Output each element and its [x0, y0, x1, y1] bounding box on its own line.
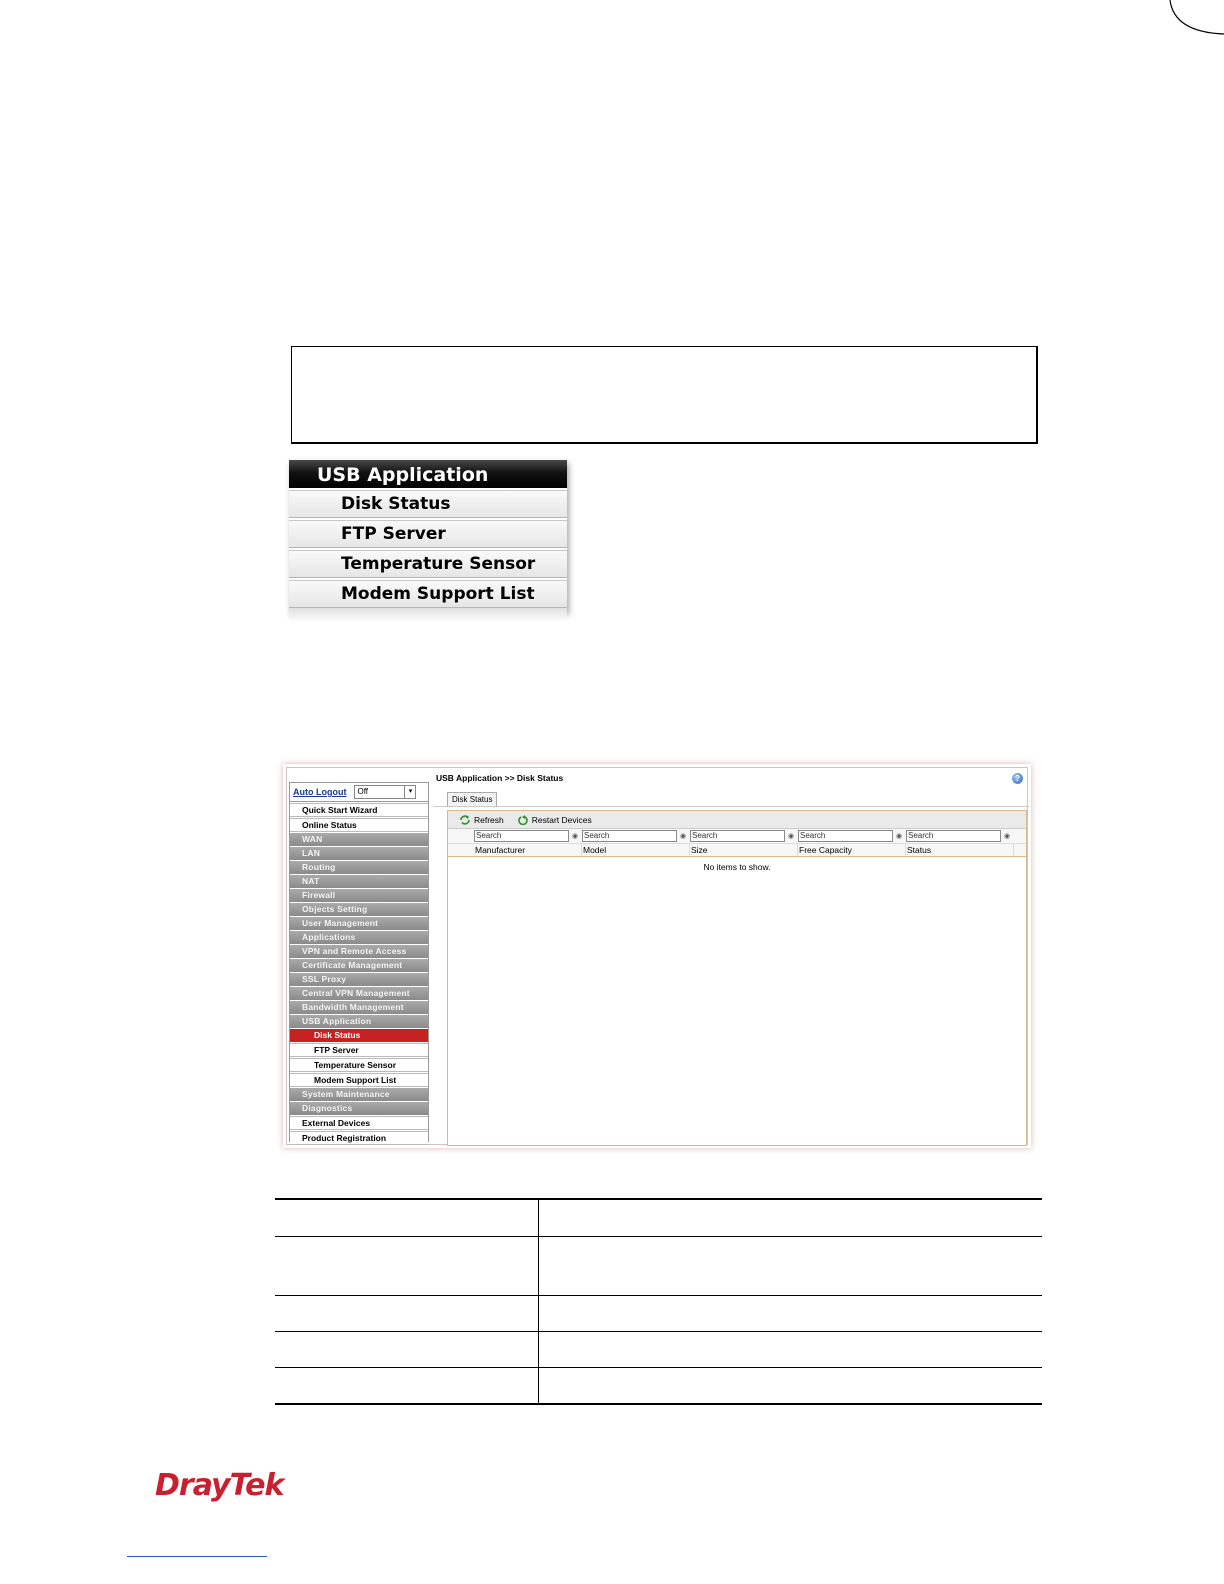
- sidebar-item-modem-support-list[interactable]: Modem Support List: [290, 1073, 428, 1087]
- search-cell-size: [690, 829, 798, 843]
- help-icon[interactable]: ?: [1012, 773, 1023, 784]
- refresh-button[interactable]: [460, 815, 504, 825]
- restart-icon: [518, 815, 528, 825]
- sidebar-item-firewall[interactable]: Firewall: [290, 889, 428, 902]
- sidebar-item-temperature-sensor[interactable]: Temperature Sensor: [290, 1058, 428, 1072]
- sidebar-item-user-management[interactable]: User Management: [290, 917, 428, 930]
- search-row: [448, 829, 1026, 844]
- disk-status-panel: [447, 810, 1027, 1146]
- search-cell-free-capacity: [798, 829, 906, 843]
- table-row: [275, 1236, 1042, 1295]
- filter-icon[interactable]: ◉: [679, 833, 687, 840]
- search-input-manufacturer[interactable]: Search: [474, 830, 569, 842]
- sidebar-item-quick-start-wizard[interactable]: Quick Start Wizard: [290, 803, 428, 817]
- screenshot-frame: [286, 767, 1028, 1145]
- tab-bar: [433, 786, 1029, 807]
- sidebar-item-nat[interactable]: NAT: [290, 875, 428, 888]
- sidebar-item-disk-status[interactable]: Disk Status: [290, 1029, 428, 1042]
- search-input-size[interactable]: Search: [690, 830, 785, 842]
- sidebar-item-system-maintenance[interactable]: System Maintenance: [290, 1088, 428, 1101]
- sidebar-item-certificate-management[interactable]: Certificate Management: [290, 959, 428, 972]
- column-header-status[interactable]: Status: [906, 844, 1014, 856]
- sidebar-item-central-vpn-management[interactable]: Central VPN Management: [290, 987, 428, 1000]
- sidebar-item-product-registration[interactable]: Product Registration: [290, 1131, 428, 1145]
- sidebar-item-bandwidth-management[interactable]: Bandwidth Management: [290, 1001, 428, 1014]
- column-header-size[interactable]: Size: [690, 844, 798, 856]
- usb-menu-title: USB Application: [289, 460, 567, 488]
- toolbar: [448, 811, 1026, 829]
- table-cell: [275, 1199, 539, 1236]
- sidebar-item-objects-setting[interactable]: Objects Setting: [290, 903, 428, 916]
- usb-menu-item-disk-status[interactable]: Disk Status: [289, 490, 567, 518]
- search-cell-status: [906, 829, 1014, 843]
- usb-menu-item-ftp-server[interactable]: FTP Server: [289, 520, 567, 548]
- sidebar-item-online-status[interactable]: Online Status: [290, 818, 428, 832]
- table-cell: [539, 1367, 1043, 1404]
- auto-logout-value: Off: [357, 787, 369, 796]
- main-content: [433, 772, 1029, 1148]
- usb-application-menu: [289, 460, 567, 612]
- table-cell: [539, 1236, 1043, 1295]
- tab-disk-status[interactable]: Disk Status: [447, 792, 497, 806]
- column-header-free-capacity[interactable]: Free Capacity: [798, 844, 906, 856]
- table-cell: [275, 1367, 539, 1404]
- sidebar-item-routing[interactable]: Routing: [290, 861, 428, 874]
- chevron-down-icon: ▾: [404, 786, 415, 798]
- column-header-manufacturer[interactable]: Manufacturer: [474, 844, 582, 856]
- footer-link-underline: [127, 1556, 267, 1557]
- table-row: [275, 1331, 1042, 1367]
- empty-table-message: No items to show.: [703, 862, 771, 872]
- breadcrumb-text: USB Application >> Disk Status: [436, 773, 564, 783]
- draytek-logo: DrayTek: [155, 1468, 284, 1503]
- table-cell: [275, 1331, 539, 1367]
- usb-menu-item-modem-support-list[interactable]: Modem Support List: [289, 580, 567, 608]
- sidebar-item-external-devices[interactable]: External Devices: [290, 1116, 428, 1130]
- sidebar-item-vpn-and-remote-access[interactable]: VPN and Remote Access: [290, 945, 428, 958]
- disk-status-screenshot: [283, 764, 1031, 1148]
- sidebar-item-ssl-proxy[interactable]: SSL Proxy: [290, 973, 428, 986]
- parameter-table: [275, 1198, 1042, 1405]
- table-row: [275, 1367, 1042, 1404]
- sidebar-item-ftp-server[interactable]: FTP Server: [290, 1043, 428, 1057]
- search-input-free-capacity[interactable]: Search: [798, 830, 893, 842]
- table-cell: [275, 1236, 539, 1295]
- restart-devices-button[interactable]: [518, 815, 592, 825]
- sidebar-nav: [290, 803, 428, 1145]
- column-header-model[interactable]: Model: [582, 844, 690, 856]
- search-cell-manufacturer: [474, 829, 582, 843]
- sidebar-item-usb-application[interactable]: USB Application: [290, 1015, 428, 1028]
- filter-icon[interactable]: ◉: [1003, 833, 1011, 840]
- auto-logout-select[interactable]: [354, 785, 416, 799]
- table-cell: [539, 1295, 1043, 1331]
- usb-menu-item-temperature-sensor[interactable]: Temperature Sensor: [289, 550, 567, 578]
- table-cell: [539, 1199, 1043, 1236]
- auto-logout-row: [290, 783, 428, 802]
- filter-icon[interactable]: ◉: [571, 833, 579, 840]
- filter-icon[interactable]: ◉: [787, 833, 795, 840]
- table-header-row: [448, 844, 1026, 857]
- sidebar-item-lan[interactable]: LAN: [290, 847, 428, 860]
- search-cell-model: [582, 829, 690, 843]
- sidebar-item-wan[interactable]: WAN: [290, 833, 428, 846]
- breadcrumb: [433, 772, 1029, 784]
- search-input-status[interactable]: Search: [906, 830, 1001, 842]
- filter-icon[interactable]: ◉: [895, 833, 903, 840]
- table-row: [275, 1199, 1042, 1236]
- restart-devices-label: Restart Devices: [531, 814, 592, 825]
- sidebar-item-diagnostics[interactable]: Diagnostics: [290, 1102, 428, 1115]
- page-corner-curve: [1168, 0, 1224, 40]
- sidebar: [289, 782, 429, 1142]
- refresh-label: Refresh: [474, 814, 504, 825]
- table-cell: [275, 1295, 539, 1331]
- usb-menu-fade: [289, 608, 567, 622]
- table-row: [275, 1295, 1042, 1331]
- table-cell: [539, 1331, 1043, 1367]
- sidebar-item-applications[interactable]: Applications: [290, 931, 428, 944]
- refresh-icon: [460, 815, 470, 825]
- auto-logout-label[interactable]: Auto Logout: [293, 787, 347, 797]
- note-box: [291, 346, 1038, 444]
- search-input-model[interactable]: Search: [582, 830, 677, 842]
